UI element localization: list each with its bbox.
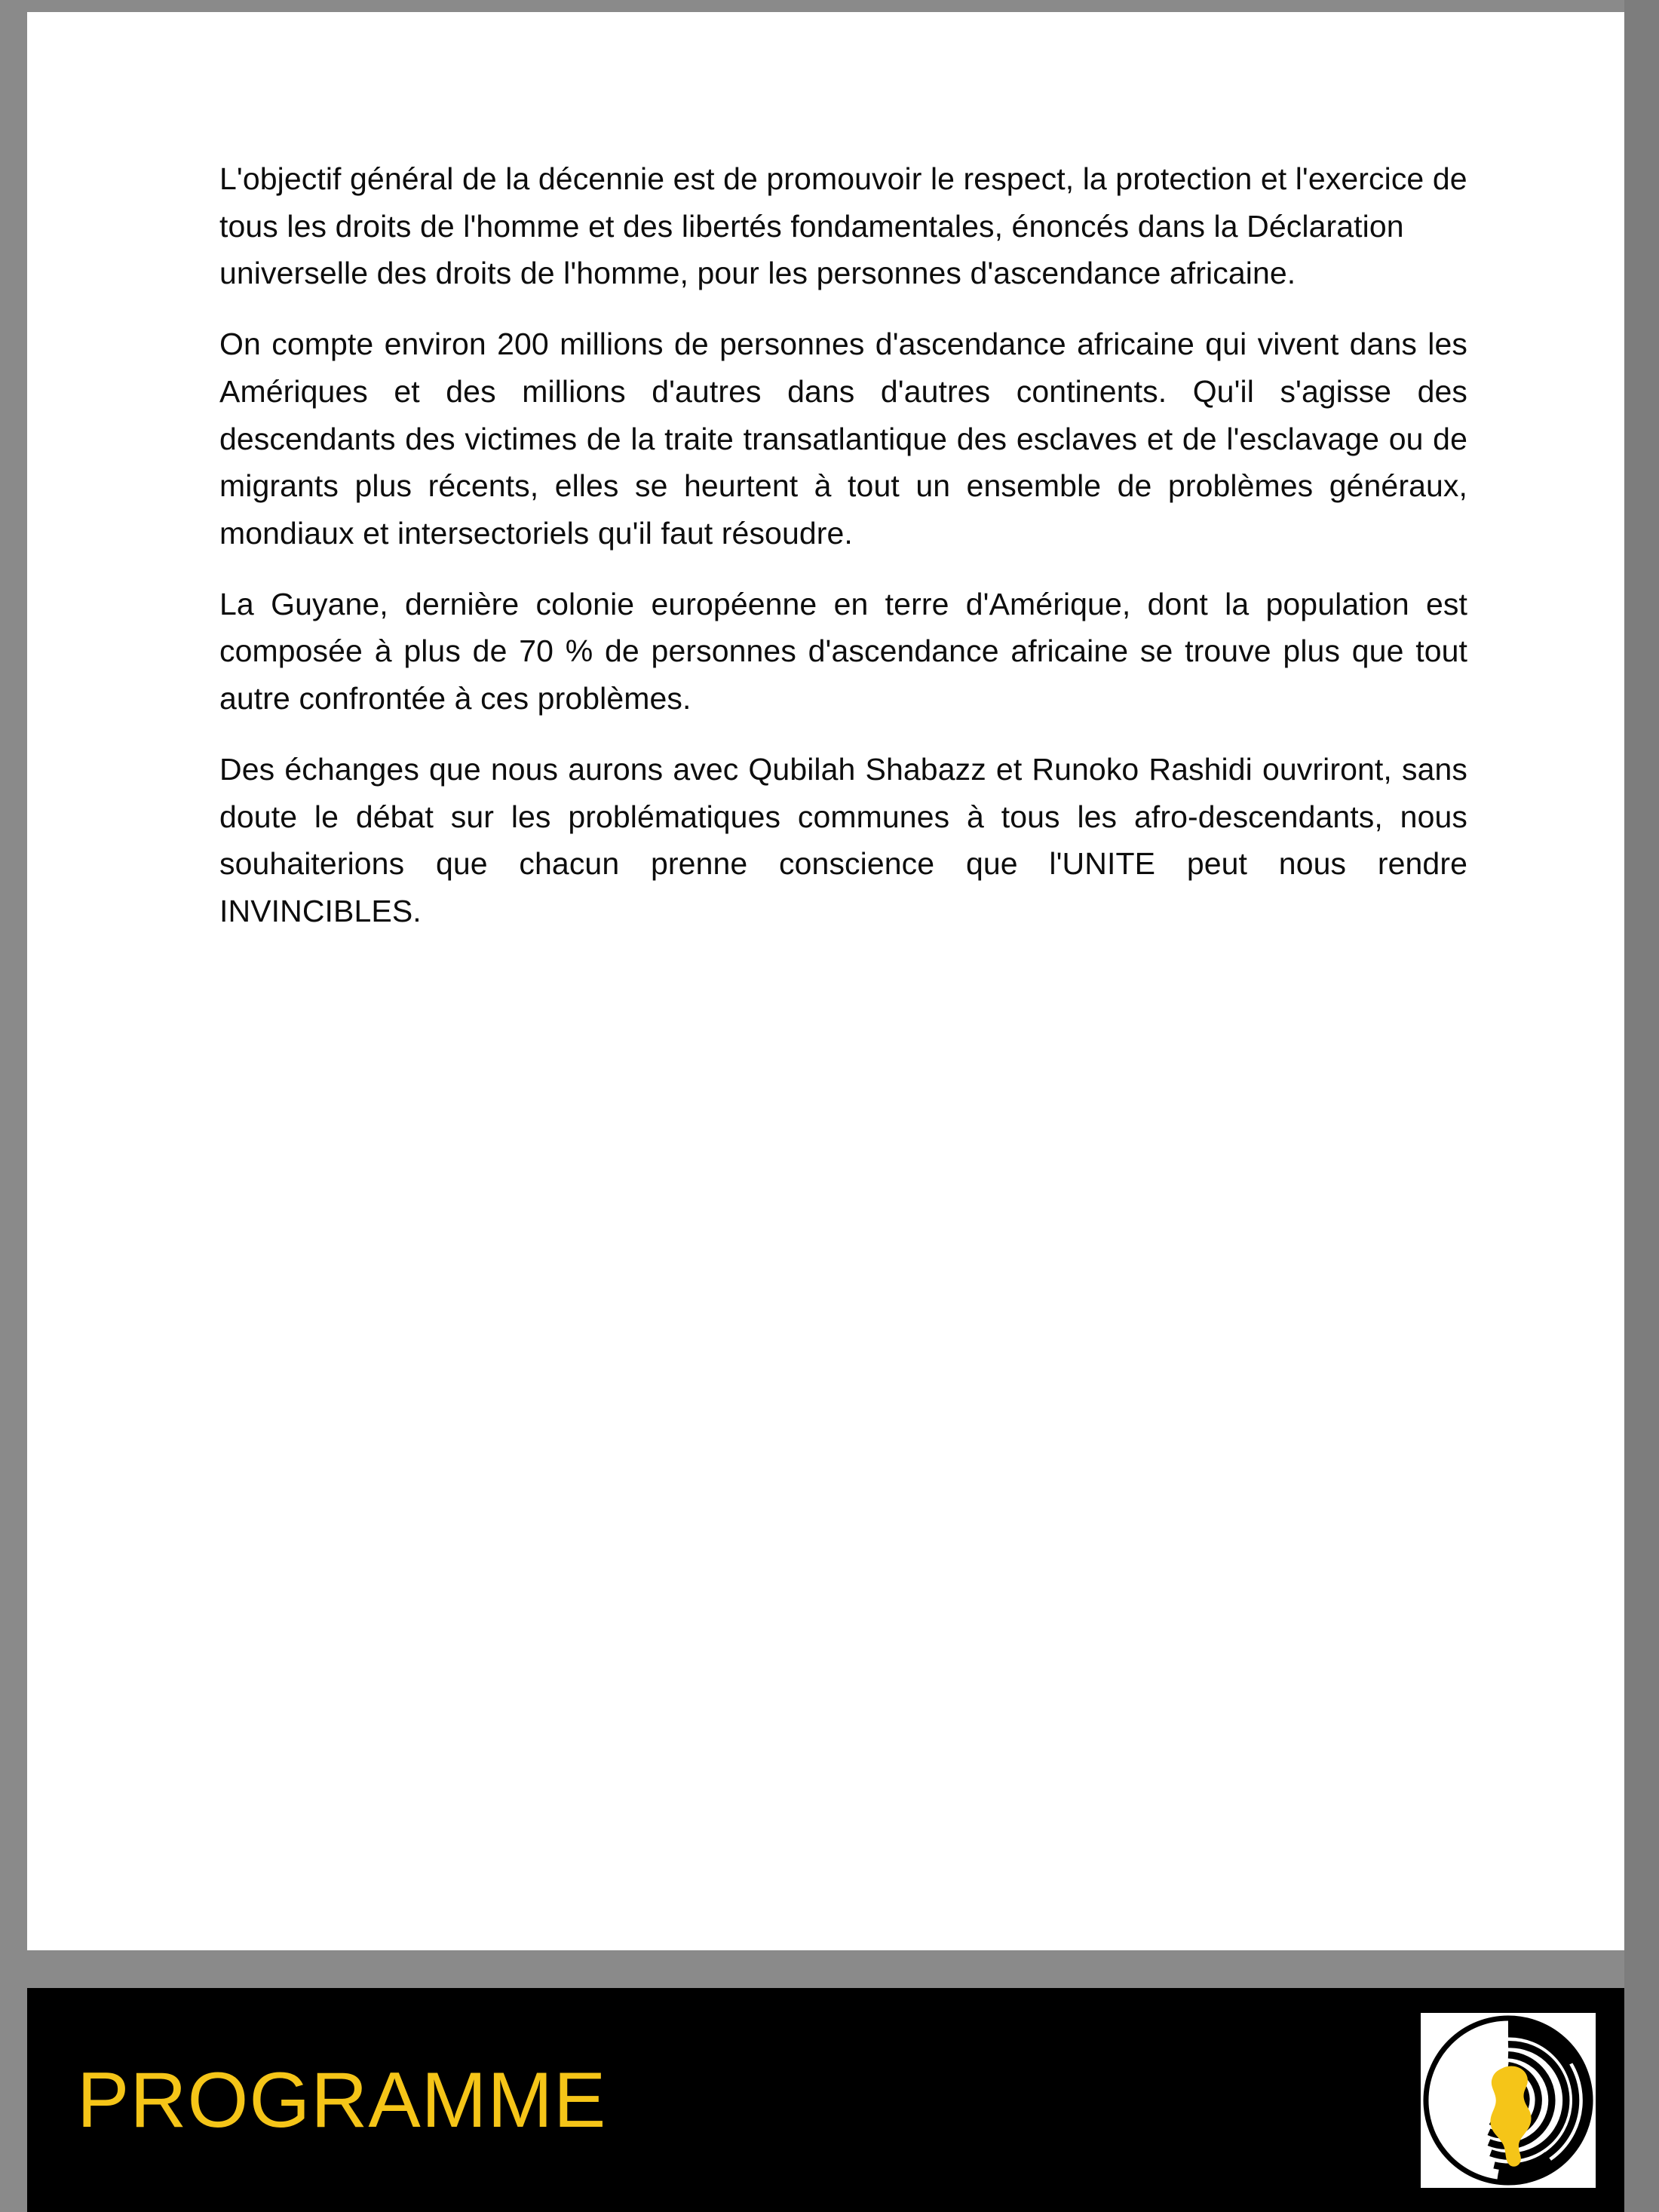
document-sheet: [27, 12, 1624, 1950]
paragraph-4: Des échanges que nous aurons avec Qubilah Shabazz et Runoko Rashidi ouvriront, sans doute le débat sur les problématiques communes à tous les afro-descendants, nous souhaiterions que chacun prenne conscience que l'UNITE peut nous rendre INVINCIBLES.: [219, 751, 1467, 929]
banner-title: PROGRAMME: [77, 2056, 607, 2144]
programme-banner: [27, 1988, 1624, 2212]
body-text-block: [219, 155, 1467, 959]
page-right-gutter: [1624, 0, 1659, 2212]
paragraph-2: On compte environ 200 millions de personnes d'ascendance africaine qui vivent dans les Amériques et des millions d'autres dans d'autres continents. Qu'il s'agisse des descendants des victimes de la traite transatlantique des esclaves et de l'esclavage ou de migrants plus récents, elles se heurtent à tout un ensemble de problèmes généraux, mondiaux et intersectoriels qu'il faut résoudre.: [219, 327, 1467, 551]
paragraph-1: L'objectif général de la décennie est de promouvoir le respect, la protection et l'exercice de tous les droits de l'homme et des libertés fondamentales, énoncés dans la Déclaration universelle des droits de l'homme, pour les personnes d'ascendance africaine.: [219, 161, 1467, 291]
africa-spiral-logo-icon: [1421, 2013, 1596, 2188]
paragraph-3: La Guyane, dernière colonie européenne en terre d'Amérique, dont la population est composée à plus de 70 % de personnes d'ascendance africaine se trouve plus que tout autre confrontée à ces problèmes.: [219, 586, 1467, 716]
